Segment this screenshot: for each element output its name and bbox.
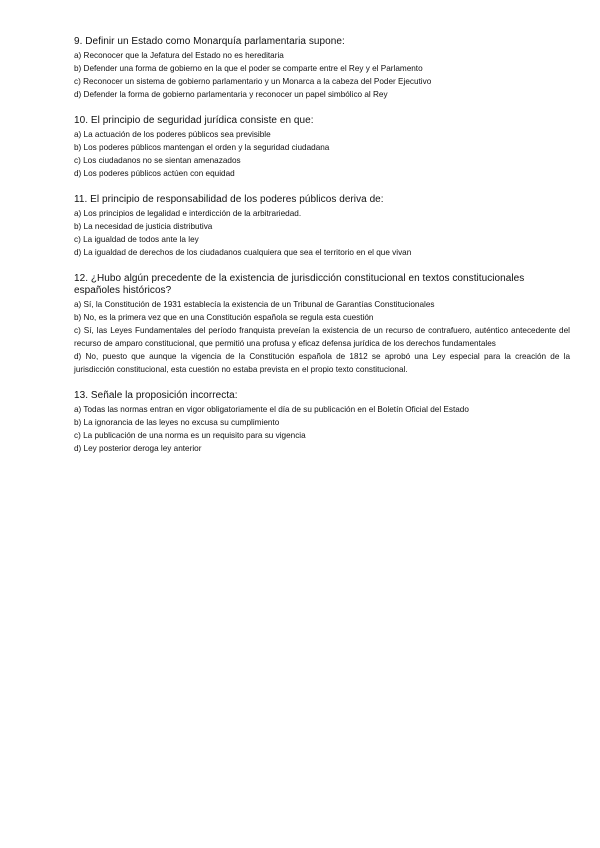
option-a: a) Reconocer que la Jefatura del Estado no es hereditaria [74,51,284,60]
question-title: 10. El principio de seguridad jurídica consiste en que: [74,115,314,126]
option-b: b) La necesidad de justicia distributiva [74,222,213,231]
question-11 [74,194,570,259]
option-b: b) Los poderes públicos mantengan el orden y la seguridad ciudadana [74,143,330,152]
question-title: 9. Definir un Estado como Monarquía parlamentaria supone: [74,36,345,47]
option-b: b) No, es la primera vez que en una Constitución española se regula esta cuestión [74,313,374,322]
option-c: c) La igualdad de todos ante la ley [74,235,199,244]
option-b: b) La ignorancia de las leyes no excusa su cumplimiento [74,418,280,427]
option-c: c) La publicación de una norma es un requisito para su vigencia [74,431,306,440]
question-12 [74,273,570,376]
option-d: d) Defender la forma de gobierno parlamentaria y reconocer un papel simbólico al Rey [74,90,388,99]
question-title: 11. El principio de responsabilidad de los poderes públicos deriva de: [74,194,384,205]
question-title: 13. Señale la proposición incorrecta: [74,390,238,401]
option-d: d) Ley posterior deroga ley anterior [74,444,202,453]
question-13 [74,390,570,455]
question-title: 12. ¿Hubo algún precedente de la existencia de jurisdicción constitucional en textos constitucionales españoles históricos? [74,273,525,296]
option-a: a) La actuación de los poderes públicos sea previsible [74,130,271,139]
question-10 [74,115,570,180]
option-c: c) Reconocer un sistema de gobierno parlamentario y un Monarca a la cabeza del Poder Ejecutivo [74,77,432,86]
option-c: c) Sí, las Leyes Fundamentales del período franquista preveían la existencia de un recurso de contrafuero, auténtico antecedente del recurso de amparo constitucional, que permitió una profusa y eficaz defensa jurídica de los derechos fundamentales [74,326,570,348]
option-a: a) Sí, la Constitución de 1931 establecía la existencia de un Tribunal de Garantías Constitucionales [74,300,435,309]
answer-options [74,49,570,101]
option-b: b) Defender una forma de gobierno en la que el poder se comparte entre el Rey y el Parlamento [74,64,423,73]
option-d: d) La igualdad de derechos de los ciudadanos cualquiera que sea el territorio en el que vivan [74,248,412,257]
answer-options [74,298,570,376]
option-c: c) Los ciudadanos no se sientan amenazados [74,156,241,165]
option-d: d) No, puesto que aunque la vigencia de la Constitución española de 1812 se aprobó una Ley especial para la creación de la jurisdicción constitucional, esta cuestión no estaba prevista en el propio texto constitucional. [74,352,570,374]
option-a: a) Los principios de legalidad e interdicción de la arbitrariedad. [74,209,302,218]
answer-options [74,403,570,455]
option-a: a) Todas las normas entran en vigor obligatoriamente el día de su publicación en el Boletín Oficial del Estado [74,405,469,414]
answer-options [74,207,570,259]
question-9 [74,36,570,101]
answer-options [74,128,570,180]
option-d: d) Los poderes públicos actúen con equidad [74,169,235,178]
